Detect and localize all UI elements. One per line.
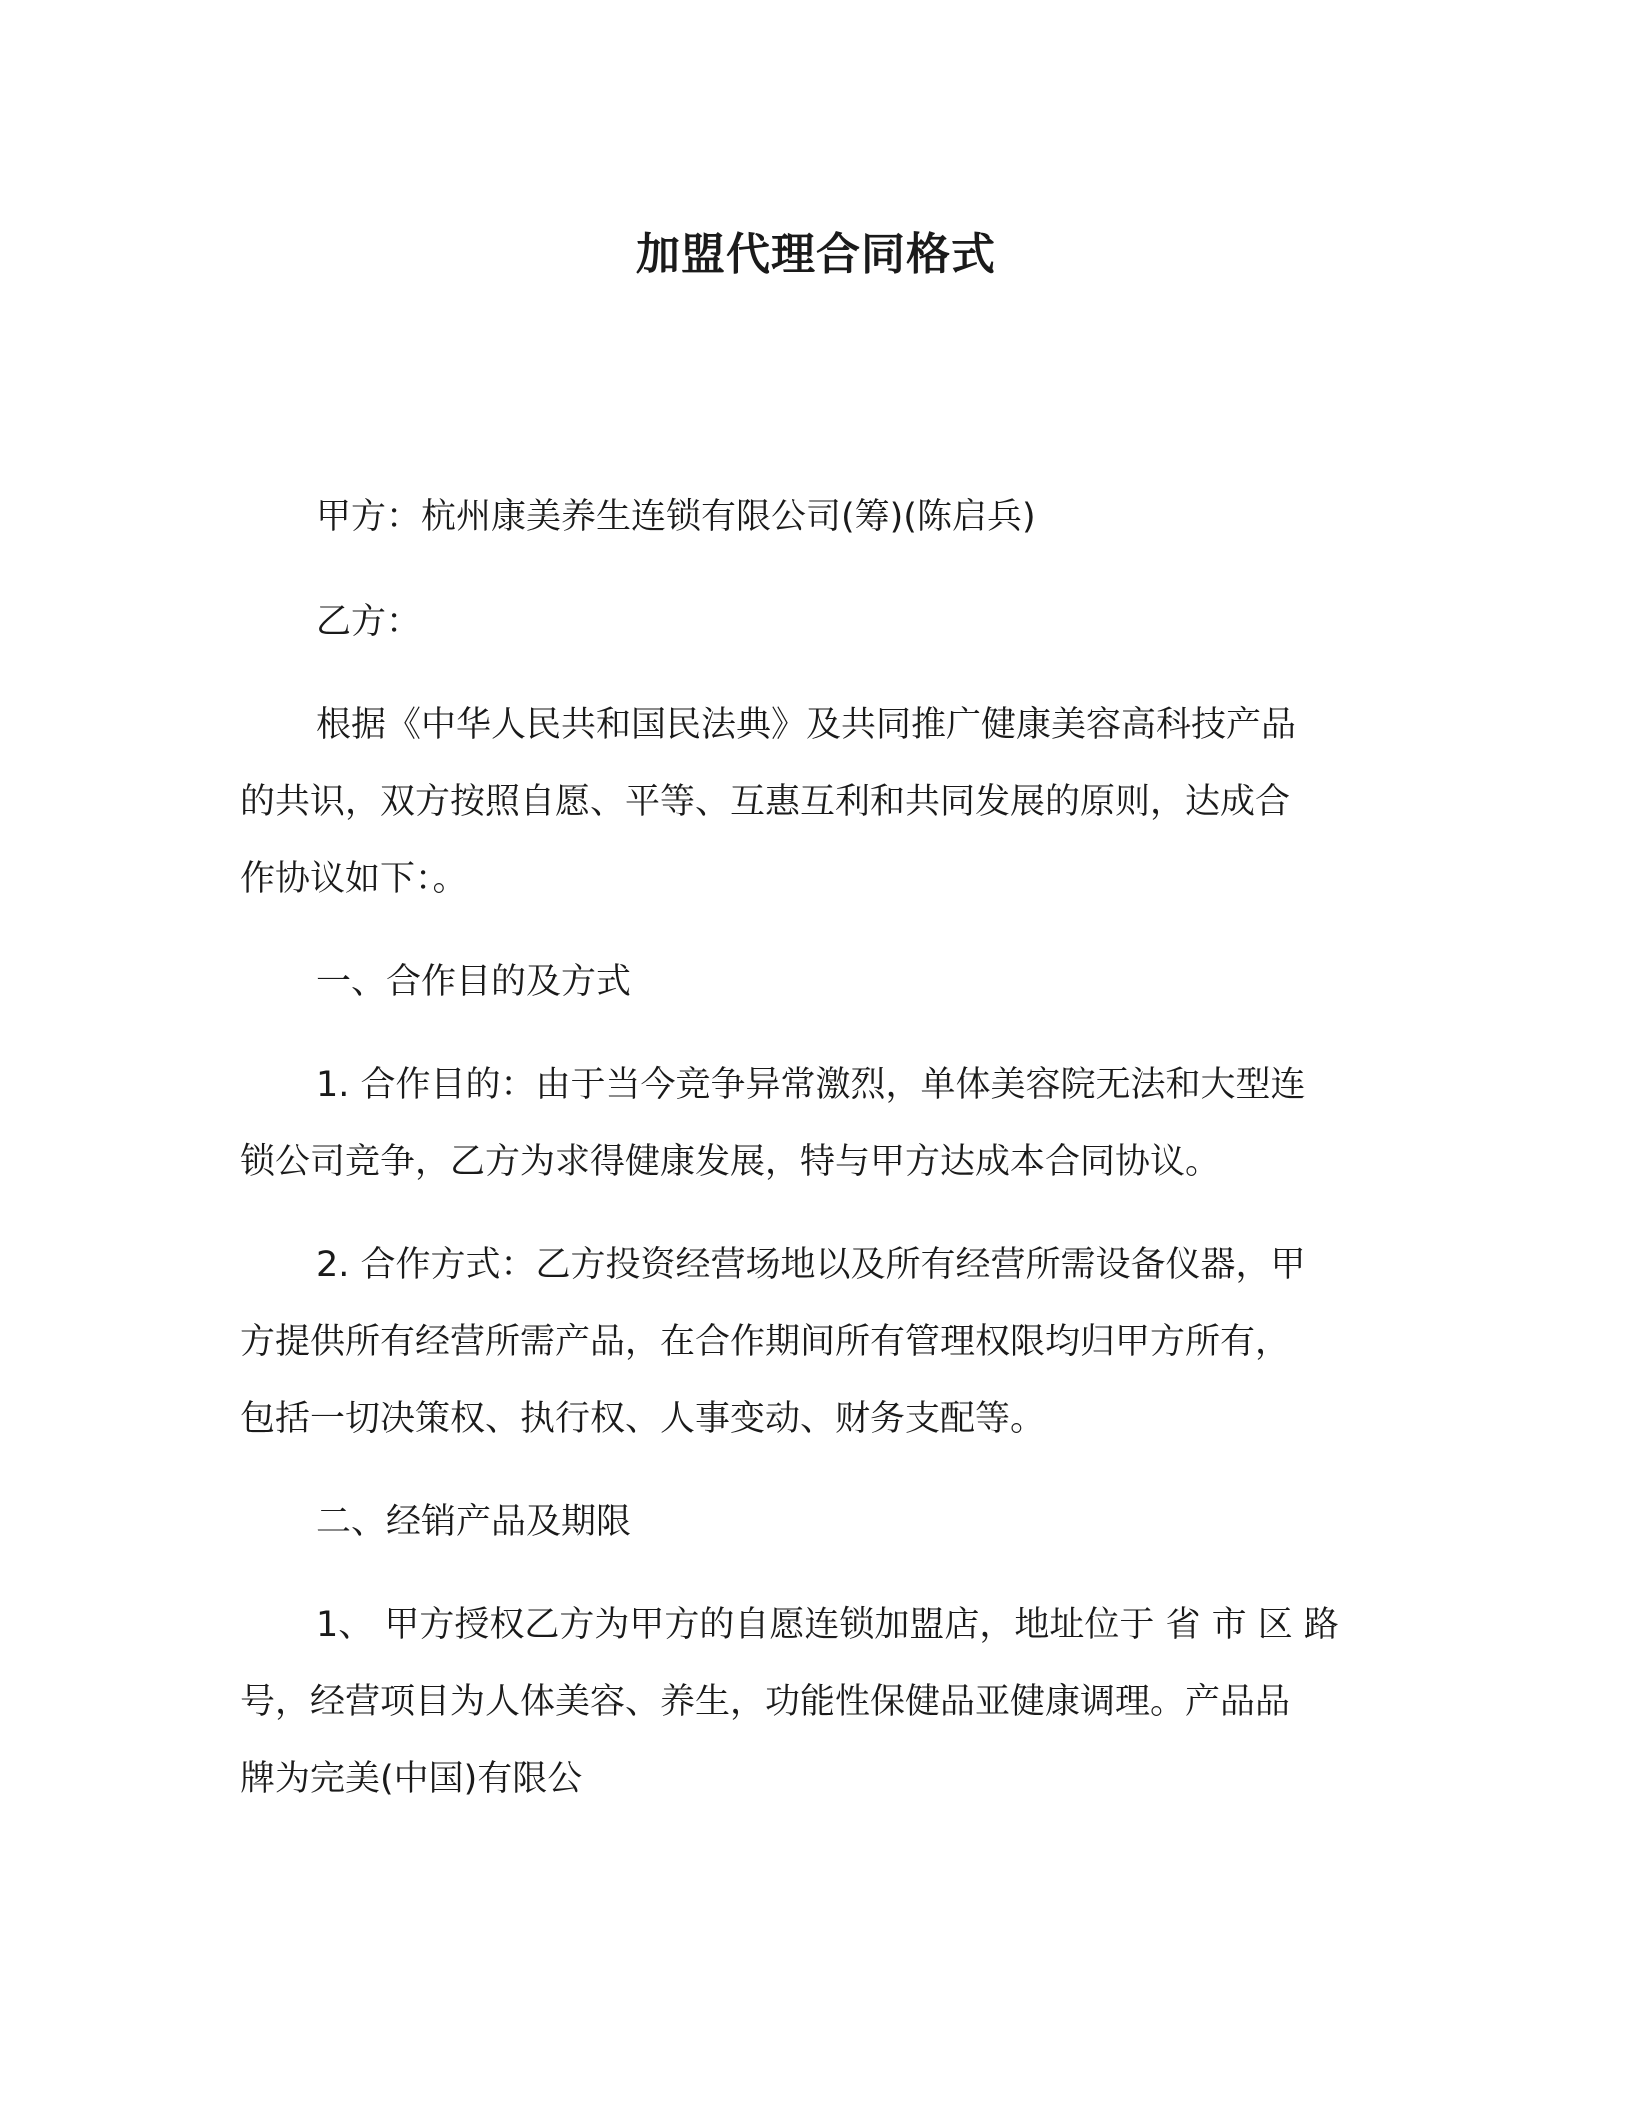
section-2-item-1-line-2: 号，经营项目为人体美容、养生，功能性保健品亚健康调理。产品品 bbox=[240, 1682, 1291, 1722]
section-2-item-1-line-1: 1、 甲方授权乙方为甲方的自愿连锁加盟店，地址位于 省 市 区 路 bbox=[316, 1605, 1339, 1645]
section-2-heading: 二、经销产品及期限 bbox=[316, 1502, 632, 1542]
section-1-item-1-line-1: 1. 合作目的：由于当今竞争异常激烈，单体美容院无法和大型连 bbox=[316, 1065, 1306, 1105]
intro-line-2: 的共识，双方按照自愿、平等、互惠互利和共同发展的原则，达成合 bbox=[240, 782, 1291, 822]
party-a-line: 甲方：杭州康美养生连锁有限公司(筹)(陈启兵) bbox=[316, 497, 1036, 537]
section-1-item-1-line-2: 锁公司竞争，乙方为求得健康发展，特与甲方达成本合同协议。 bbox=[240, 1142, 1221, 1182]
section-1-item-2-line-3: 包括一切决策权、执行权、人事变动、财务支配等。 bbox=[240, 1399, 1046, 1439]
intro-line-3: 作协议如下：。 bbox=[240, 859, 468, 899]
document-title: 加盟代理合同格式 bbox=[636, 229, 996, 280]
section-1-heading: 一、合作目的及方式 bbox=[316, 962, 632, 1002]
party-b-line: 乙方： bbox=[316, 602, 422, 642]
intro-line-1: 根据《中华人民共和国民法典》及共同推广健康美容高科技产品 bbox=[316, 705, 1297, 745]
section-1-item-2-line-2: 方提供所有经营所需产品，在合作期间所有管理权限均归甲方所有， bbox=[240, 1322, 1291, 1362]
section-1-item-2-line-1: 2. 合作方式：乙方投资经营场地以及所有经营所需设备仪器，甲 bbox=[316, 1245, 1306, 1285]
section-2-item-1-line-3: 牌为完美(中国)有限公 bbox=[240, 1759, 583, 1799]
